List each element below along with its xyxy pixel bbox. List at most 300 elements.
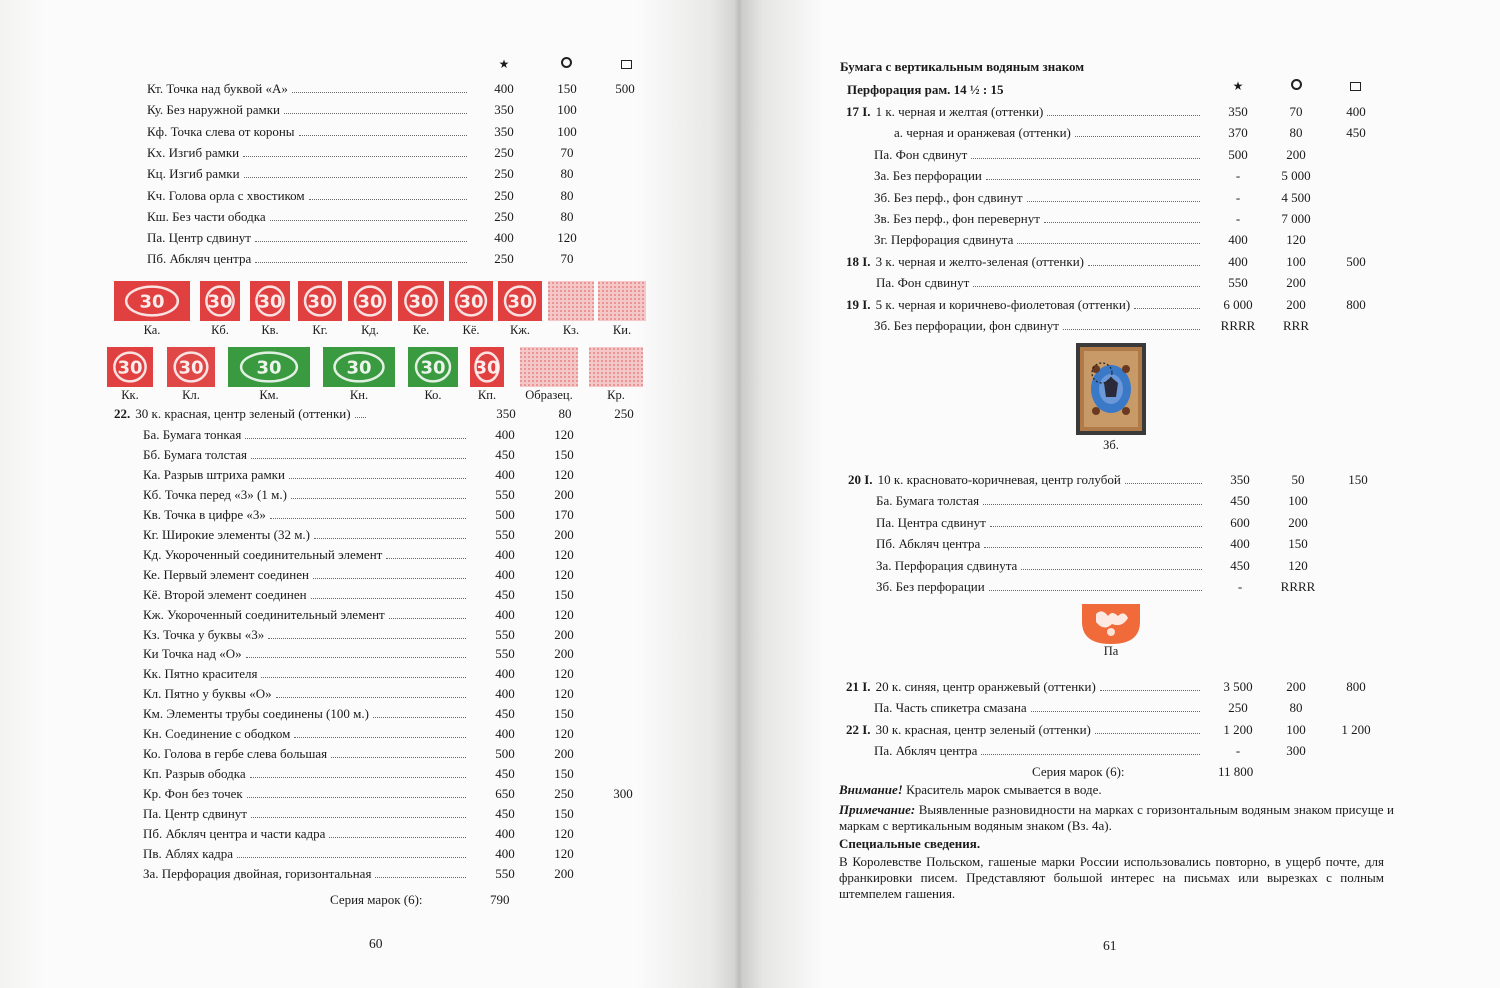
used-price: 120 <box>554 546 574 562</box>
dot-leader <box>268 638 466 639</box>
dot-leader <box>1100 690 1200 691</box>
used-price: 120 <box>554 726 574 742</box>
stamp-caption: Кз. <box>562 323 580 337</box>
dot-leader <box>1125 483 1202 484</box>
mint-price: 500 <box>495 746 515 762</box>
mint-price: 400 <box>1230 536 1250 552</box>
dot-leader <box>311 598 466 599</box>
attention-text: Краситель марок смывается в воде. <box>906 782 1102 797</box>
row-label: За. Без перфорации <box>874 168 982 184</box>
used-price: 100 <box>1288 493 1308 509</box>
mint-price: 450 <box>495 806 515 822</box>
row-label: Зг. Перфорация сдвинута <box>874 232 1014 248</box>
catalog-row <box>143 625 643 645</box>
used-price: 150 <box>554 706 574 722</box>
used-price: 200 <box>1286 146 1306 162</box>
row-label: Кш. Без части ободка <box>147 208 266 224</box>
catalog-row <box>846 741 1406 761</box>
mint-price: 400 <box>495 606 515 622</box>
catalog-row <box>143 445 643 465</box>
dot-leader <box>983 504 1202 505</box>
catalog-row <box>846 252 1406 272</box>
row-label: Зб. Без перфорации, фон сдвинут <box>874 318 1059 333</box>
cover-price: 1 200 <box>1341 721 1371 737</box>
dot-leader <box>373 717 466 718</box>
mint-price: 400 <box>495 666 515 682</box>
svg-text:30: 30 <box>257 291 283 313</box>
mint-price: 250 <box>494 208 514 224</box>
mint-price: 250 <box>494 166 514 182</box>
catalog-row <box>143 764 643 784</box>
catalog-row <box>143 704 643 724</box>
stamp-fragment-pa <box>1082 604 1140 644</box>
catalog-row <box>848 534 1408 554</box>
row-label: Кд. Укороченный соединительный элемент <box>143 546 383 562</box>
catalog-row <box>143 525 643 545</box>
catalog-row <box>147 228 647 248</box>
stamp-caption: Кл. <box>182 388 200 402</box>
used-price: 120 <box>557 230 577 246</box>
catalog-row <box>143 864 643 884</box>
stamp-caption: Кг. <box>312 323 328 337</box>
catalog-row <box>143 844 643 864</box>
mint-price: 350 <box>494 102 514 118</box>
remark-label: Примечание: <box>839 802 916 817</box>
special-info-text: В Королевстве Польском, гашеные марки России использовались повторно, в ущерб почте, для франкировки писем. Представляют большой интерес на письмах или вырезках с полным штемпелем гашения. <box>839 854 1384 901</box>
dot-leader <box>331 757 466 758</box>
mint-price: 450 <box>1230 557 1250 573</box>
mint-price: 450 <box>495 586 515 602</box>
dot-leader <box>289 478 466 479</box>
cover-envelope-icon <box>1348 79 1362 93</box>
dot-leader <box>314 538 466 539</box>
used-price: 200 <box>554 646 574 662</box>
mint-price: 250 <box>1228 700 1248 716</box>
mint-price: 550 <box>495 626 515 642</box>
row-label: Кз. Точка у буквы «3» <box>143 626 265 642</box>
mint-price: 400 <box>1228 253 1248 269</box>
variety-stamp <box>589 347 643 392</box>
dot-leader <box>355 417 366 418</box>
catalog-row <box>848 513 1408 533</box>
used-price: 200 <box>1286 679 1306 694</box>
mint-price: 450 <box>495 446 515 462</box>
catalog-row <box>147 186 647 206</box>
row-label: Ки Точка над «О» <box>143 646 242 662</box>
catalog-row <box>846 720 1406 740</box>
dot-leader <box>309 199 467 200</box>
row-label: Кц. Изгиб рамки <box>147 166 240 182</box>
row-label: Па. Часть спикетра смазана <box>874 700 1027 716</box>
dot-leader <box>1134 308 1200 309</box>
dot-leader <box>250 777 466 778</box>
row-label: Па. Центра сдвинут <box>876 514 986 530</box>
variety-stamp <box>398 281 444 326</box>
used-price: 300 <box>1286 743 1306 759</box>
stamp-caption: Кр. <box>607 388 625 402</box>
mint-price: RRRR <box>1220 318 1256 333</box>
catalog-row <box>846 123 1406 143</box>
attention-label: Внимание! <box>839 782 903 797</box>
right-series-total: Серия марок (6): 11 800 <box>1032 764 1254 779</box>
catalog-row <box>846 166 1406 186</box>
variety-stamp <box>498 281 542 326</box>
mint-price: 400 <box>495 427 515 442</box>
stamp-image-10k-imperf <box>1076 343 1146 435</box>
mint-price: 450 <box>495 766 515 782</box>
cover-price: 250 <box>614 406 634 421</box>
svg-text:30: 30 <box>307 291 333 313</box>
row-label: а. черная и оранжевая (оттенки) <box>894 125 1071 141</box>
stamp-caption: Кк. <box>121 388 139 402</box>
variety-stamp <box>200 281 240 326</box>
stamp-caption: Ка. <box>143 323 161 337</box>
mint-price: - <box>1235 211 1241 226</box>
mint-price: 3 500 <box>1223 679 1253 694</box>
row-label: Кв. Точка в цифре «3» <box>143 506 266 522</box>
used-price: 4 500 <box>1281 189 1311 205</box>
dot-leader <box>375 877 466 878</box>
dot-leader <box>299 135 467 136</box>
dot-leader <box>386 558 466 559</box>
dot-leader <box>291 498 466 499</box>
dot-leader <box>1095 733 1200 734</box>
row-label: Ку. Без наружной рамки <box>147 102 280 118</box>
stamp-caption: Ки. <box>612 323 632 337</box>
catalog-row <box>846 295 1406 315</box>
used-price: 120 <box>554 606 574 622</box>
row-label: Кг. Широкие элементы (32 м.) <box>143 526 311 542</box>
used-price: 70 <box>1289 104 1303 119</box>
mint-price: 400 <box>495 686 515 702</box>
stamp-caption: Кб. <box>211 323 229 337</box>
mint-price: - <box>1235 743 1241 759</box>
cover-price: 450 <box>1346 125 1366 141</box>
stamp-caption: Кп. <box>477 388 497 402</box>
variety-stamp <box>250 281 290 326</box>
catalog-row <box>143 585 643 605</box>
catalog-row <box>147 122 647 142</box>
used-price: 120 <box>554 686 574 702</box>
used-price: 120 <box>554 427 574 442</box>
mint-price: 400 <box>494 81 514 96</box>
dot-leader <box>329 837 466 838</box>
mint-price: 600 <box>1230 514 1250 530</box>
stamp-caption: Км. <box>259 388 279 402</box>
row-label: Зб. Без перфорации <box>876 579 985 594</box>
used-price: 5 000 <box>1281 168 1311 184</box>
used-price: 250 <box>554 786 574 802</box>
row-label: Кл. Пятно у буквы «О» <box>143 686 272 702</box>
dot-leader <box>389 618 466 619</box>
dot-leader <box>244 177 467 178</box>
stamp-caption-pa: Па <box>1103 644 1119 658</box>
used-circle-icon <box>559 57 573 71</box>
used-price: 150 <box>557 81 577 96</box>
used-price: 120 <box>554 666 574 682</box>
row-label: Па. Фон сдвинут <box>876 275 970 291</box>
mint-price: 1 200 <box>1223 721 1253 737</box>
row-label: Ба. Бумага толстая <box>876 493 980 509</box>
used-price: 200 <box>1288 514 1308 530</box>
dot-leader <box>294 737 466 738</box>
mint-price: 400 <box>495 466 515 482</box>
row-label: 10 к. красновато-коричневая, центр голубой <box>877 472 1121 487</box>
used-price: 150 <box>1288 536 1308 552</box>
stamp-caption: Ко. <box>424 388 442 402</box>
dot-leader <box>971 158 1200 159</box>
used-price: 50 <box>1291 472 1305 487</box>
used-price: 80 <box>1289 700 1303 716</box>
row-label: Кп. Разрыв ободка <box>143 766 246 782</box>
catalog-row <box>846 188 1406 208</box>
dot-leader <box>251 458 466 459</box>
catalog-row <box>143 804 643 824</box>
mint-star-icon: ★ <box>1232 79 1244 93</box>
used-price: 200 <box>554 486 574 502</box>
catalog-row <box>143 744 643 764</box>
cover-price: 150 <box>1348 472 1368 487</box>
catalog-number: 21 I. <box>846 679 871 694</box>
catalog-row <box>143 505 643 525</box>
svg-text:30: 30 <box>474 357 500 379</box>
stamp-caption: Ке. <box>412 323 430 337</box>
catalog-number: 22. <box>114 406 131 421</box>
cover-price: 800 <box>1346 679 1366 694</box>
catalog-row <box>143 644 643 664</box>
dot-leader <box>255 262 467 263</box>
catalog-row <box>143 724 643 744</box>
mint-price: 500 <box>495 506 515 522</box>
row-label: Км. Элементы трубы соединены (100 м.) <box>143 706 369 722</box>
stamp-caption: Кв. <box>261 323 279 337</box>
dot-leader <box>986 179 1200 180</box>
svg-text:30: 30 <box>207 291 233 313</box>
variety-stamp <box>114 281 190 326</box>
row-label: 30 к. красная, центр зеленый (оттенки) <box>875 721 1091 737</box>
perforation-heading: Перфорация рам. 14 ½ : 15 <box>847 82 1004 97</box>
variety-stamp <box>298 281 342 326</box>
cover-price: 800 <box>1346 296 1366 312</box>
mint-price: 500 <box>1228 146 1248 162</box>
used-price: 7 000 <box>1281 211 1311 226</box>
used-price: 70 <box>560 144 574 160</box>
variety-stamp <box>107 347 153 392</box>
catalog-row <box>848 470 1408 490</box>
dot-leader <box>245 438 466 439</box>
used-price: 100 <box>557 102 577 118</box>
catalog-number: 19 I. <box>846 296 871 312</box>
mint-price: 250 <box>494 251 514 267</box>
used-price: 200 <box>1286 296 1306 312</box>
used-price: 80 <box>560 208 574 224</box>
mint-price: 550 <box>495 526 515 542</box>
catalog-row <box>143 784 643 804</box>
variety-stamp <box>348 281 392 326</box>
stamp-caption: Кё. <box>462 323 480 337</box>
mint-price: 350 <box>496 406 516 421</box>
book-gutter <box>734 0 744 988</box>
dot-leader <box>243 156 467 157</box>
row-label: Кё. Второй элемент соединен <box>143 586 307 602</box>
dot-leader <box>989 590 1202 591</box>
catalog-row <box>147 143 647 163</box>
svg-text:30: 30 <box>420 357 446 379</box>
used-price: 80 <box>560 166 574 182</box>
used-price: 170 <box>554 506 574 522</box>
cover-envelope-icon <box>619 57 633 71</box>
mint-price: 250 <box>494 187 514 203</box>
mint-price: 650 <box>495 786 515 802</box>
svg-text:30: 30 <box>139 291 165 313</box>
mint-price: 400 <box>495 845 515 861</box>
catalog-row <box>143 664 643 684</box>
catalog-row <box>846 273 1406 293</box>
dot-leader <box>981 754 1200 755</box>
mint-price: 550 <box>495 486 515 502</box>
variety-stamp <box>408 347 458 392</box>
mint-price: 250 <box>494 144 514 160</box>
svg-text:30: 30 <box>256 357 282 379</box>
used-price: 120 <box>554 566 574 582</box>
mint-price: 400 <box>495 826 515 841</box>
remark-text: Выявленные разновидности на марках с горизонтальным водяным знаком присуще и маркам с вертикальным водяным знаком (Вз. 4а). <box>839 802 1395 833</box>
used-price: 120 <box>554 826 574 841</box>
used-price: RRR <box>1282 318 1309 333</box>
dot-leader <box>1088 265 1200 266</box>
mint-star-icon: ★ <box>498 57 510 71</box>
dot-leader <box>1021 569 1202 570</box>
page-number-left: 60 <box>369 936 383 951</box>
mint-price: 450 <box>1230 493 1250 509</box>
svg-text:30: 30 <box>458 291 484 313</box>
used-price: 200 <box>554 526 574 542</box>
attention-note <box>839 782 1394 798</box>
used-price: 70 <box>560 251 574 267</box>
row-label: Пб. Абкляч центра и части кадра <box>143 826 326 841</box>
catalog-row <box>143 425 643 445</box>
mint-price: - <box>1235 168 1241 184</box>
variety-stamp <box>598 281 646 326</box>
stamp-caption: Образец. <box>525 388 573 402</box>
used-price: 150 <box>554 766 574 782</box>
mint-price: 350 <box>1230 472 1250 487</box>
catalog-number: 20 I. <box>848 472 873 487</box>
svg-text:30: 30 <box>346 357 372 379</box>
row-label: Кт. Точка над буквой «А» <box>147 81 288 96</box>
used-price: 200 <box>554 626 574 642</box>
dot-leader <box>1027 201 1200 202</box>
catalog-number: 18 I. <box>846 253 871 269</box>
dot-leader <box>270 518 466 519</box>
used-price: 150 <box>554 446 574 462</box>
row-label: Кч. Голова орла с хвостиком <box>147 187 305 203</box>
used-circle-icon <box>1289 79 1303 93</box>
row-label: Кр. Фон без точек <box>143 786 243 802</box>
catalog-row <box>846 102 1406 122</box>
mint-price: 400 <box>1228 232 1248 248</box>
used-price: 120 <box>554 845 574 861</box>
mint-price: 550 <box>495 646 515 662</box>
mint-price: 400 <box>494 230 514 246</box>
cover-price: 500 <box>1346 253 1366 269</box>
mint-price: 450 <box>495 706 515 722</box>
mint-price: 550 <box>1228 275 1248 291</box>
left-series-total: Серия марок (6): 790 <box>330 892 510 907</box>
svg-text:30: 30 <box>357 291 383 313</box>
mint-price: 400 <box>495 726 515 742</box>
row-label: Кн. Соединение с ободком <box>143 726 291 742</box>
row-label: Ко. Голова в гербе слева большая <box>143 746 328 762</box>
dot-leader <box>1047 115 1200 116</box>
dot-leader <box>284 113 467 114</box>
row-label: 3 к. черная и желто-зеленая (оттенки) <box>875 253 1084 269</box>
catalog-row <box>147 79 647 99</box>
mint-price: 550 <box>495 865 515 881</box>
svg-text:30: 30 <box>408 291 434 313</box>
catalog-row <box>143 684 643 704</box>
row-label: Кх. Изгиб рамки <box>147 144 240 160</box>
used-price: 200 <box>554 746 574 762</box>
catalog-row <box>147 249 647 269</box>
row-label: Ба. Бумага тонкая <box>143 427 242 442</box>
catalog-row <box>143 465 643 485</box>
stamp-caption: Кн. <box>349 388 369 402</box>
row-label: Ке. Первый элемент соединен <box>143 566 309 582</box>
mint-price: 400 <box>495 546 515 562</box>
used-price: 120 <box>554 466 574 482</box>
dot-leader <box>1075 136 1200 137</box>
dot-leader <box>1017 243 1200 244</box>
variety-stamp <box>548 281 594 326</box>
dot-leader <box>237 857 466 858</box>
row-label: Пв. Аблях кадра <box>143 845 234 861</box>
row-label: 30 к. красная, центр зеленый (оттенки) <box>135 406 351 421</box>
catalog-row <box>147 100 647 120</box>
dot-leader <box>292 92 467 93</box>
variety-stamp <box>470 347 504 392</box>
row-label: Кж. Укороченный соединительный элемент <box>143 606 385 622</box>
variety-stamp <box>167 347 215 392</box>
catalog-row <box>147 164 647 184</box>
mint-price: - <box>1237 579 1243 594</box>
row-label: Па. Центр сдвинут <box>143 806 247 822</box>
dot-leader <box>261 677 466 678</box>
remark-note <box>839 802 1394 834</box>
catalog-row <box>143 605 643 625</box>
catalog-row <box>143 545 643 565</box>
catalog-row <box>114 404 654 424</box>
variety-stamp <box>228 347 310 392</box>
row-label: Пб. Абкляч центра <box>147 251 252 267</box>
svg-text:30: 30 <box>178 357 204 379</box>
row-label: Кк. Пятно красителя <box>143 666 258 682</box>
used-price: 100 <box>1286 253 1306 269</box>
page-number-right: 61 <box>1103 938 1117 953</box>
row-label: Ка. Разрыв штриха рамки <box>143 466 285 482</box>
row-label: Па. Фон сдвинут <box>874 146 968 162</box>
row-label: Кб. Точка перед «3» (1 м.) <box>143 486 287 502</box>
catalog-row <box>848 491 1408 511</box>
row-label: Зв. Без перф., фон перевернут <box>874 211 1040 226</box>
row-label: За. Перфорация сдвинута <box>876 557 1018 573</box>
used-price: 100 <box>1286 721 1306 737</box>
cover-price: 300 <box>613 786 633 802</box>
stamp-caption: Кж. <box>509 323 531 337</box>
cover-price: 400 <box>1346 104 1366 119</box>
used-price: RRRR <box>1280 579 1316 594</box>
mint-price: 370 <box>1228 125 1248 141</box>
